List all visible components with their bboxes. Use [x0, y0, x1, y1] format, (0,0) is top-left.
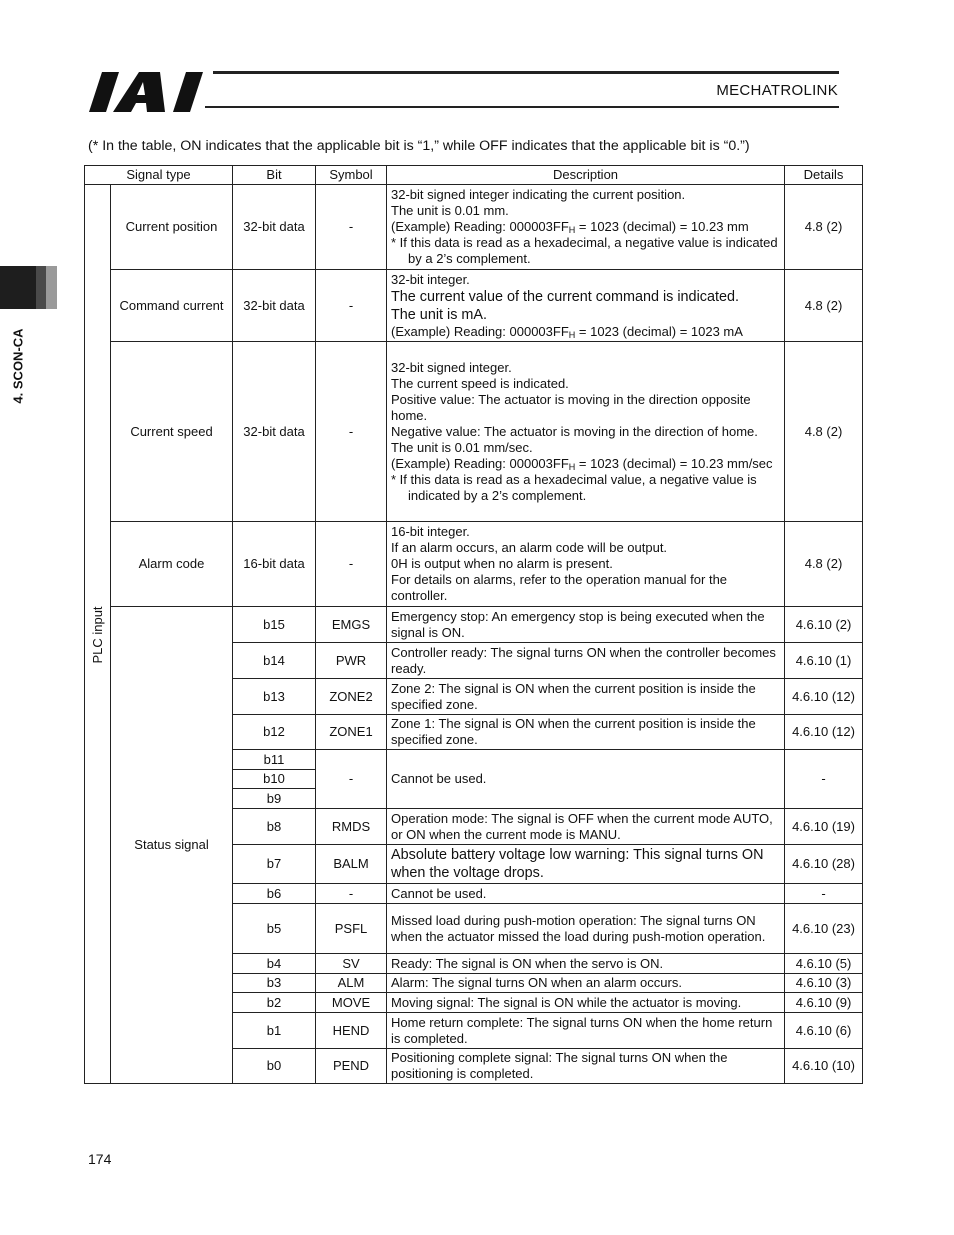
- signal-name: Current speed: [111, 342, 233, 522]
- page-number: 174: [88, 1151, 112, 1167]
- details-cell: 4.8 (2): [785, 185, 863, 270]
- symbol-cell: RMDS: [316, 809, 387, 845]
- plc-input-label: PLC input: [89, 606, 105, 664]
- details-cell: 4.8 (2): [785, 270, 863, 342]
- description-cell: Cannot be used.: [387, 884, 785, 904]
- desc-line: For details on alarms, refer to the operation manual for the controller.: [391, 572, 728, 603]
- desc-line: The unit is 0.01 mm/sec.: [391, 439, 533, 455]
- desc-note: * If this data is read as a hexadecimal, a negative value is indicated by a 2’s complement.: [391, 235, 778, 266]
- description-cell: [387, 270, 785, 342]
- description-cell: Zone 1: The signal is ON when the current position is inside the specified zone.: [387, 715, 785, 750]
- details-cell: 4.8 (2): [785, 522, 863, 607]
- bit-cell: b11: [233, 750, 316, 770]
- description-cell: Moving signal: The signal is ON while the actuator is moving.: [387, 993, 785, 1013]
- bit-cell: b13: [233, 679, 316, 715]
- bit-cell: b0: [233, 1049, 316, 1084]
- description-cell: Controller ready: The signal turns ON when the controller becomes ready.: [387, 643, 785, 679]
- details-cell: 4.6.10 (5): [785, 954, 863, 974]
- details-cell: 4.6.10 (9): [785, 993, 863, 1013]
- description-cell: Cannot be used.: [387, 750, 785, 809]
- bit-cell: 32-bit data: [233, 270, 316, 342]
- details-cell: 4.6.10 (6): [785, 1013, 863, 1049]
- chapter-tab-dark: [0, 266, 36, 309]
- symbol-cell: ZONE2: [316, 679, 387, 715]
- details-cell: -: [785, 750, 863, 809]
- header-rule-top: [213, 71, 839, 74]
- table-row: [85, 522, 863, 607]
- details-cell: 4.6.10 (2): [785, 607, 863, 643]
- details-cell: 4.6.10 (12): [785, 679, 863, 715]
- table-row: [85, 342, 863, 522]
- description-cell: Operation mode: The signal is OFF when the current mode AUTO, or ON when the current mode is MANU.: [387, 809, 785, 845]
- details-cell: 4.6.10 (19): [785, 809, 863, 845]
- desc-line: The current value of the current command is indicated.: [391, 288, 739, 305]
- bit-cell: b4: [233, 954, 316, 974]
- description-cell: Missed load during push-motion operation: The signal turns ON when the actuator missed the load during push-motion operation.: [387, 904, 785, 954]
- bit-cell: 32-bit data: [233, 342, 316, 522]
- desc-line: The current speed is indicated.: [391, 375, 569, 391]
- table-row: [85, 607, 863, 643]
- bit-cell: b1: [233, 1013, 316, 1049]
- desc-line: If an alarm occurs, an alarm code will be output.: [391, 540, 668, 555]
- bit-cell: b14: [233, 643, 316, 679]
- symbol-cell: -: [316, 884, 387, 904]
- table-row: [85, 185, 863, 270]
- details-cell: 4.8 (2): [785, 342, 863, 522]
- signal-name: Current position: [111, 185, 233, 270]
- description-cell: [387, 342, 785, 522]
- desc-line: The unit is mA.: [391, 306, 487, 323]
- desc-example: (Example) Reading: $000003FF_H = 1023$ (decimal) = 10.23 mm: [391, 219, 749, 235]
- header-rule-bottom: [205, 106, 839, 108]
- iai-logo: [88, 72, 210, 112]
- table-note: (* In the table, ON indicates that the applicable bit is “1,” while OFF indicates that the applicable bit is “0.”): [88, 138, 750, 154]
- bit-cell: b12: [233, 715, 316, 750]
- symbol-cell: MOVE: [316, 993, 387, 1013]
- symbol-cell: BALM: [316, 845, 387, 884]
- description-cell: Emergency stop: An emergency stop is being executed when the signal is ON.: [387, 607, 785, 643]
- desc-line: The unit is 0.01 mm.: [391, 203, 509, 218]
- symbol-cell: PEND: [316, 1049, 387, 1084]
- desc-example: (Example) Reading: $000003FF_H = 1023$ (decimal) = 1023 mA: [391, 323, 743, 340]
- header-signal-type: Signal type: [85, 166, 233, 185]
- desc-example: (Example) Reading: $000003FF_H = 1023$ (decimal) = 10.23 mm/sec: [391, 455, 773, 472]
- symbol-cell: ALM: [316, 974, 387, 993]
- details-cell: 4.6.10 (3): [785, 974, 863, 993]
- header-symbol: Symbol: [316, 166, 387, 185]
- signal-name: Command current: [111, 270, 233, 342]
- bit-cell: b2: [233, 993, 316, 1013]
- bit-cell: 32-bit data: [233, 185, 316, 270]
- symbol-cell: SV: [316, 954, 387, 974]
- plc-input-cell: [85, 185, 111, 1084]
- symbol-cell: HEND: [316, 1013, 387, 1049]
- details-cell: 4.6.10 (12): [785, 715, 863, 750]
- details-cell: 4.6.10 (1): [785, 643, 863, 679]
- desc-line: 16-bit integer.: [391, 524, 470, 539]
- header-bit: Bit: [233, 166, 316, 185]
- header-description: Description: [387, 166, 785, 185]
- bit-cell: b10: [233, 770, 316, 789]
- chapter-tab-grey: [36, 266, 46, 309]
- details-cell: 4.6.10 (10): [785, 1049, 863, 1084]
- signal-table: [84, 165, 863, 1084]
- bit-cell: b6: [233, 884, 316, 904]
- symbol-cell: -: [316, 185, 387, 270]
- status-signal-label: Status signal: [111, 607, 233, 1084]
- symbol-cell: -: [316, 522, 387, 607]
- description-cell: [387, 522, 785, 607]
- chapter-tab-light: [46, 266, 57, 309]
- desc-line: 32-bit signed integer indicating the current position.: [391, 187, 686, 202]
- bit-cell: b9: [233, 789, 316, 809]
- desc-line: Negative value: The actuator is moving in the direction of home.: [391, 423, 758, 439]
- details-cell: -: [785, 884, 863, 904]
- description-cell: Zone 2: The signal is ON when the current position is inside the specified zone.: [387, 679, 785, 715]
- symbol-cell: -: [316, 750, 387, 809]
- signal-name: Alarm code: [111, 522, 233, 607]
- symbol-cell: PSFL: [316, 904, 387, 954]
- details-cell: 4.6.10 (23): [785, 904, 863, 954]
- description-cell: Absolute battery voltage low warning: This signal turns ON when the voltage drops.: [387, 845, 785, 884]
- desc-line: 32-bit signed integer.: [391, 359, 512, 375]
- description-cell: Alarm: The signal turns ON when an alarm occurs.: [387, 974, 785, 993]
- bit-cell: b3: [233, 974, 316, 993]
- symbol-cell: PWR: [316, 643, 387, 679]
- description-cell: Ready: The signal is ON when the servo is ON.: [387, 954, 785, 974]
- desc-note: * If this data is read as a hexadecimal value, a negative value is indicated by a 2’s complement.: [391, 471, 757, 503]
- bit-cell: b5: [233, 904, 316, 954]
- symbol-cell: -: [316, 342, 387, 522]
- desc-line: Positive value: The actuator is moving in the direction opposite home.: [391, 391, 751, 423]
- chapter-label: 4. SCON-CA: [10, 328, 26, 404]
- description-cell: Home return complete: The signal turns ON when the home return is completed.: [387, 1013, 785, 1049]
- bit-cell: b8: [233, 809, 316, 845]
- details-cell: 4.6.10 (28): [785, 845, 863, 884]
- symbol-cell: EMGS: [316, 607, 387, 643]
- bit-cell: 16-bit data: [233, 522, 316, 607]
- bit-cell: b7: [233, 845, 316, 884]
- table-header-row: [85, 166, 863, 185]
- description-cell: [387, 185, 785, 270]
- symbol-cell: ZONE1: [316, 715, 387, 750]
- desc-line: 0H is output when no alarm is present.: [391, 556, 613, 571]
- bit-cell: b15: [233, 607, 316, 643]
- desc-line: 32-bit integer.: [391, 271, 470, 287]
- brand-label: MECHATROLINK: [716, 82, 838, 99]
- symbol-cell: -: [316, 270, 387, 342]
- table-row: [85, 270, 863, 342]
- description-cell: Positioning complete signal: The signal turns ON when the positioning is completed.: [387, 1049, 785, 1084]
- header-details: Details: [785, 166, 863, 185]
